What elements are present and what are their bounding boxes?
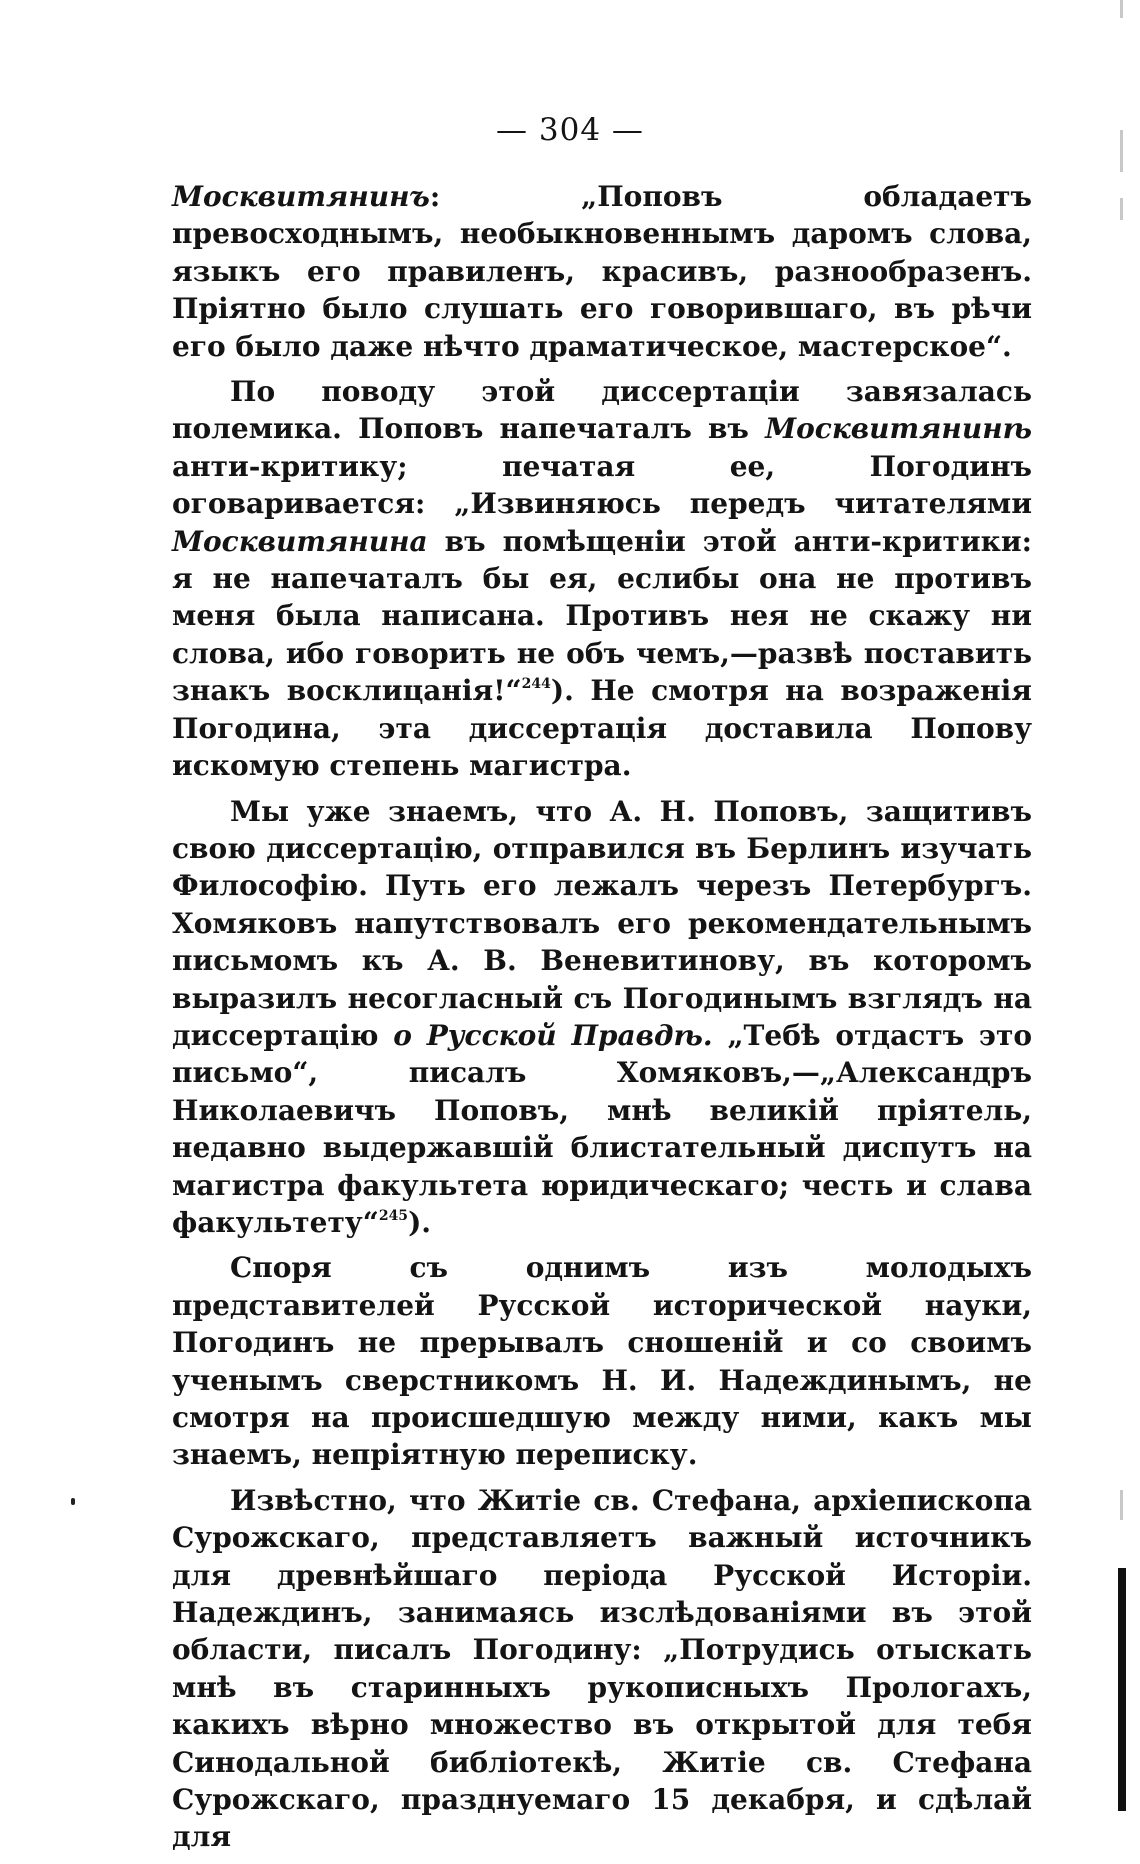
- paragraph-2-text-b: анти-критику; печатая ее, Погодинъ оговаривается: „Извиняюсь передъ читателями: [172, 449, 1032, 521]
- scan-binding-shadow: [1118, 1568, 1126, 1811]
- paragraph-2-text-c: въ помѣщеніи этой анти-критики: я не напечаталъ бы ея, еслибы она не противъ меня была написана. Противъ нея не скажу ни слова, ибо говорить не объ чемъ,—развѣ поставить знакъ восклицанія!“: [172, 524, 1032, 708]
- paragraph-5: [172, 1482, 1032, 1856]
- italic-work-title: о Русской Правдѣ.: [393, 1018, 713, 1052]
- paragraph-3-text-a: Мы уже знаемъ, что А. Н. Поповъ, защитивъ свою диссертацію, отправился въ Берлинъ изучать Философію. Путь его лежалъ черезъ Петербургъ. Хомяковъ напутствовалъ его рекомендательнымъ письмомъ къ А. В. Веневитинову, въ которомъ выразилъ несогласный съ Погодинымъ взглядъ на диссертацію: [172, 794, 1032, 1052]
- paragraph-1-text: : „Поповъ обладаетъ превосходнымъ, необыкновеннымъ даромъ слова, языкъ его правиленъ, красивъ, разнообразенъ. Пріятно было слушать его говорившаго, въ рѣчи его было даже нѣчто драматическое, мастерское“.: [172, 180, 1032, 363]
- paragraph-2-text-a: По поводу этой диссертаціи завязалась полемика. Поповъ напечаталъ въ: [172, 375, 1032, 446]
- paragraph-2-text-d: ). Не смотря на возраженія Погодина, эта диссертація доставила Попову искомую степень магистра.: [172, 674, 1032, 783]
- footnote-ref-244: 244: [521, 676, 551, 693]
- paragraph-4-text: Споря съ однимъ изъ молодыхъ представителей Русской исторической науки, Погодинъ не прерывалъ сношеній и со своимъ ученымъ сверстникомъ Н. И. Надеждинымъ, не смотря на происшедшую между ними, какъ мы знаемъ, непріятную переписку.: [172, 1251, 1032, 1472]
- paragraph-5-text: Извѣстно, что Житіе св. Стефана, архіепископа Сурожскаго, представляетъ важный источникъ для древнѣйшаго періода Русской Исторіи. Надеждинъ, занимаясь изслѣдованіями въ этой области, писалъ Погодину: „Потрудись отыскать мнѣ въ старинныхъ рукописныхъ Прологахъ, какихъ вѣрно множество въ открытой для тебя Синодальной библіотекѣ, Житіе св. Стефана Сурожскаго, празднуемаго 15 декабря, и сдѣлай для: [172, 1483, 1032, 1854]
- paragraph-3-text-b: „Тебѣ отдастъ это письмо“, писалъ Хомяковъ,—„Александръ Николаевичъ Поповъ, мнѣ великій пріятель, недавно выдержавшій блистательный диспутъ на магистра факультета юридическаго; честь и слава факультету“: [172, 1018, 1032, 1239]
- paragraph-3: [172, 793, 1032, 1242]
- footnote-ref-245: 245: [378, 1207, 409, 1224]
- scan-edge-mark: [1120, 1490, 1123, 1520]
- paragraph-1: [172, 178, 1032, 365]
- paragraph-2: [172, 373, 1032, 784]
- scan-edge-mark: [1120, 0, 1123, 18]
- scan-speck: [71, 1498, 75, 1505]
- scan-edge-mark: [1120, 198, 1123, 220]
- scan-edge-mark: [1120, 130, 1123, 172]
- italic-journal-title: Москвитянинъ: [172, 180, 430, 213]
- italic-journal-title: Москвитянинѣ: [765, 412, 1032, 446]
- paragraph-3-text-c: ).: [408, 1205, 432, 1239]
- paragraph-4: [172, 1249, 1032, 1473]
- page-number: — 304 —: [496, 112, 644, 148]
- italic-journal-title: Москвитянина: [172, 524, 428, 558]
- page-text: [172, 178, 1032, 1864]
